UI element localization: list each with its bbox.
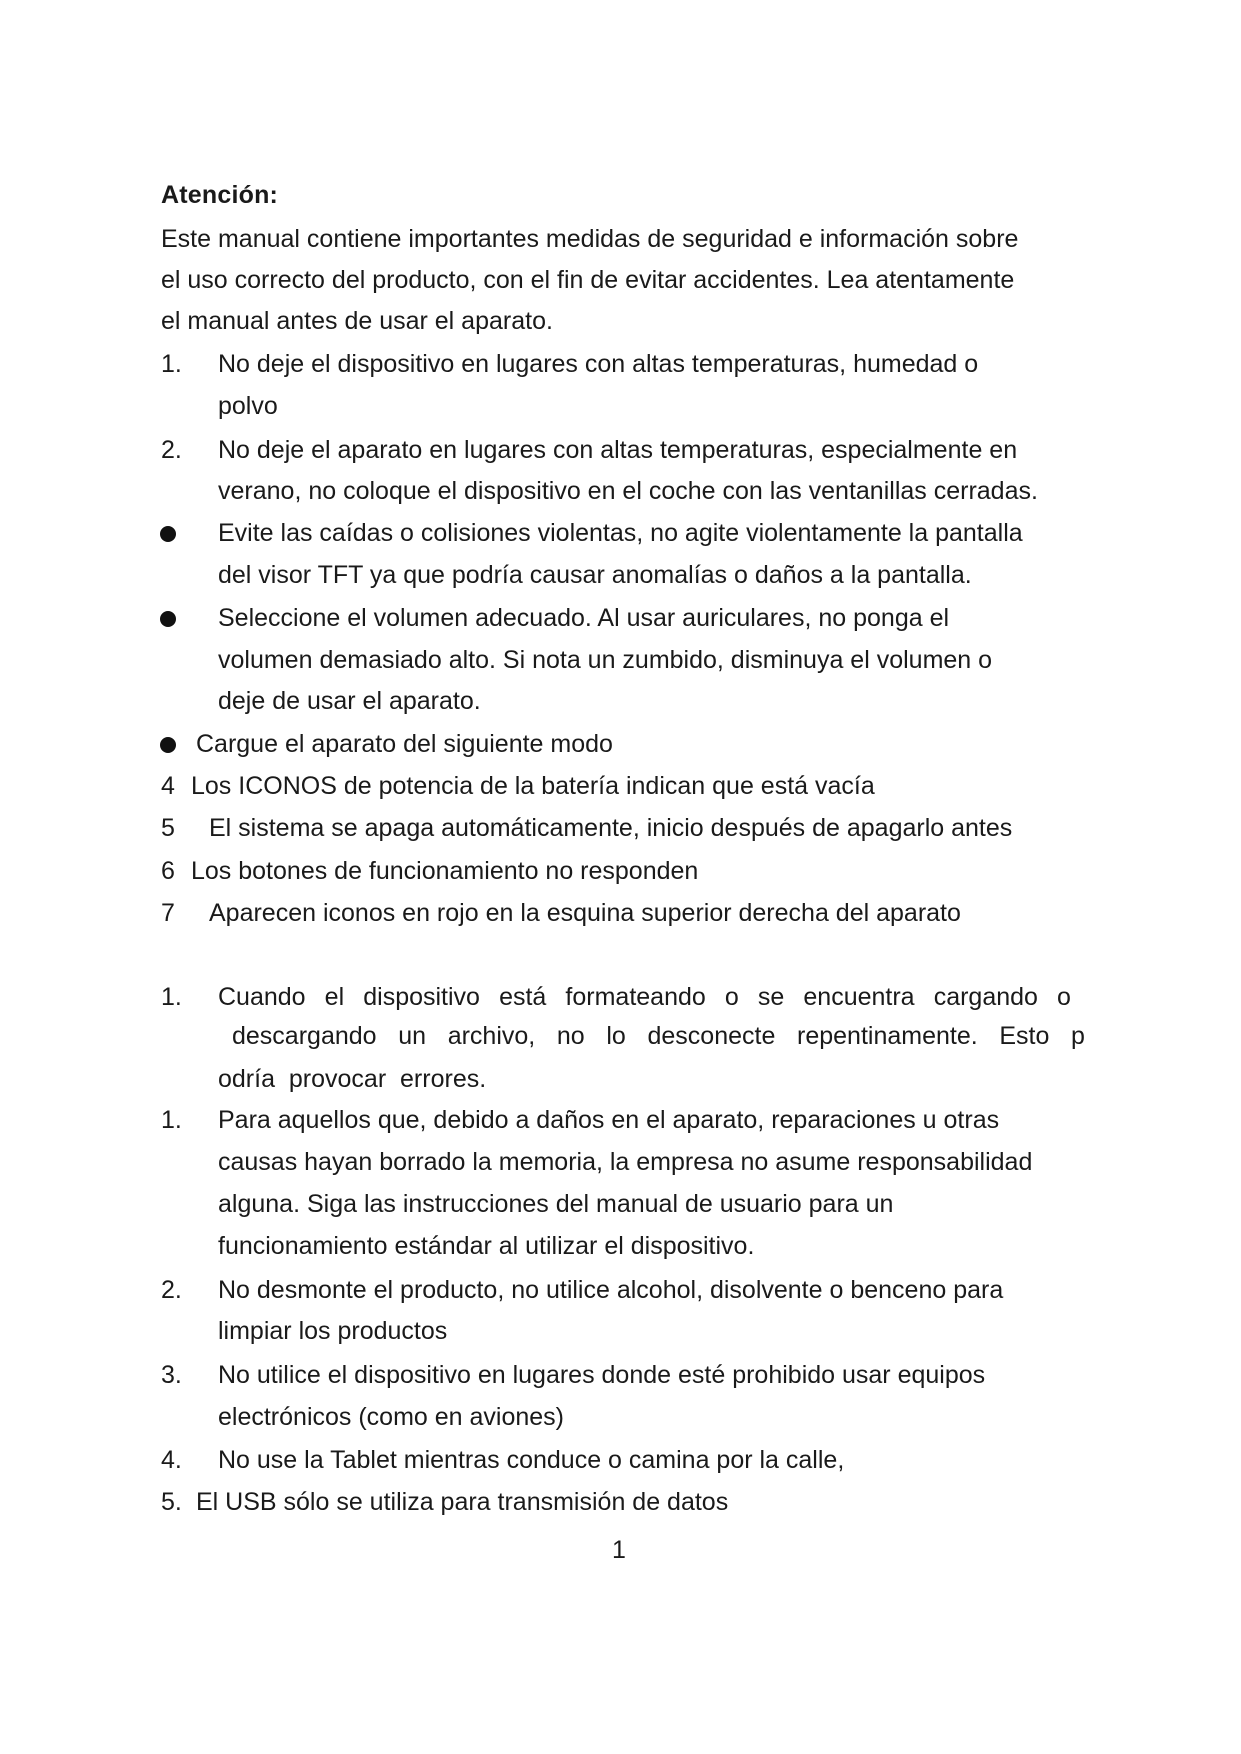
list-item-text: El USB sólo se utiliza para transmisión de datos xyxy=(196,1488,729,1516)
list-marker: 4 xyxy=(161,772,175,800)
bullet-text: Evite las caídas o colisiones violentas, no agite violentamente la pantalla xyxy=(218,519,1023,547)
list-marker: 1. xyxy=(161,350,182,378)
section-heading: Atención: xyxy=(161,181,279,209)
word: archivo, xyxy=(447,1022,536,1050)
list-item-justified-line xyxy=(218,982,1071,1012)
list-item-text: odría provocar errores. xyxy=(218,1065,487,1093)
bullet-text: Seleccione el volumen adecuado. Al usar auriculares, no ponga el xyxy=(218,604,950,632)
intro-line: el manual antes de usar el aparato. xyxy=(161,307,553,335)
word: formateando xyxy=(565,983,706,1011)
list-item-text: No deje el dispositivo en lugares con altas temperaturas, humedad o xyxy=(218,350,979,378)
bullet-text: del visor TFT ya que podría causar anomalías o daños a la pantalla. xyxy=(218,561,972,589)
list-marker: 7 xyxy=(161,899,175,927)
list-item-text: No use la Tablet mientras conduce o camina por la calle, xyxy=(218,1446,845,1474)
list-marker: 3. xyxy=(161,1361,182,1389)
list-marker: 2. xyxy=(161,436,182,464)
word: encuentra xyxy=(803,983,915,1011)
list-item-text: electrónicos (como en aviones) xyxy=(218,1403,564,1431)
word: o xyxy=(724,983,739,1011)
word: o xyxy=(1057,983,1071,1011)
word: repentinamente. xyxy=(797,1022,978,1050)
list-item-text: limpiar los productos xyxy=(218,1317,448,1345)
word: un xyxy=(398,1022,427,1050)
list-item-text: No deje el aparato en lugares con altas temperaturas, especialmente en xyxy=(218,436,1018,464)
list-item-text: No utilice el dispositivo en lugares donde esté prohibido usar equipos xyxy=(218,1361,986,1389)
list-item-text: Los ICONOS de potencia de la batería indican que está vacía xyxy=(191,772,875,800)
list-marker: 1. xyxy=(161,983,182,1011)
list-item-text: polvo xyxy=(218,392,278,420)
bullet-text: deje de usar el aparato. xyxy=(218,687,481,715)
bullet-dot-icon xyxy=(160,611,176,627)
list-marker: 1. xyxy=(161,1106,182,1134)
list-item-text: No desmonte el producto, no utilice alcohol, disolvente o benceno para xyxy=(218,1276,1004,1304)
list-item-text: Aparecen iconos en rojo en la esquina superior derecha del aparato xyxy=(209,899,961,927)
bullet-text: volumen demasiado alto. Si nota un zumbido, disminuya el volumen o xyxy=(218,646,993,674)
word: dispositivo xyxy=(363,983,480,1011)
word: el xyxy=(324,983,345,1011)
bullet-dot-icon xyxy=(160,526,176,542)
list-item-text: alguna. Siga las instrucciones del manual de usuario para un xyxy=(218,1190,894,1218)
list-marker: 6 xyxy=(161,857,175,885)
list-item-justified-line xyxy=(232,1021,1085,1051)
word: Cuando xyxy=(218,983,306,1011)
word: no xyxy=(556,1022,585,1050)
word: Esto xyxy=(999,1022,1050,1050)
bullet-text: Cargue el aparato del siguiente modo xyxy=(196,730,613,758)
page-number: 1 xyxy=(612,1536,626,1564)
list-item-text: El sistema se apaga automáticamente, inicio después de apagarlo antes xyxy=(209,814,1013,842)
word: desconecte xyxy=(647,1022,776,1050)
list-item-text: verano, no coloque el dispositivo en el coche con las ventanillas cerradas. xyxy=(218,477,1038,505)
word: descargando xyxy=(232,1022,377,1050)
list-item-text: Para aquellos que, debido a daños en el aparato, reparaciones u otras xyxy=(218,1106,1000,1134)
word: se xyxy=(757,983,785,1011)
word: está xyxy=(499,983,547,1011)
list-item-text: Los botones de funcionamiento no responden xyxy=(191,857,699,885)
word: p xyxy=(1071,1022,1085,1050)
intro-line: el uso correcto del producto, con el fin de evitar accidentes. Lea atentamente xyxy=(161,266,1015,294)
list-marker: 4. xyxy=(161,1446,182,1474)
list-marker: 5. xyxy=(161,1488,182,1516)
intro-line: Este manual contiene importantes medidas de seguridad e información sobre xyxy=(161,225,1019,253)
list-marker: 5 xyxy=(161,814,175,842)
bullet-dot-icon xyxy=(160,737,176,753)
list-item-text: causas hayan borrado la memoria, la empresa no asume responsabilidad xyxy=(218,1148,1033,1176)
list-marker: 2. xyxy=(161,1276,182,1304)
word: lo xyxy=(606,1022,626,1050)
word: cargando xyxy=(933,983,1038,1011)
list-item-text: funcionamiento estándar al utilizar el dispositivo. xyxy=(218,1232,755,1260)
